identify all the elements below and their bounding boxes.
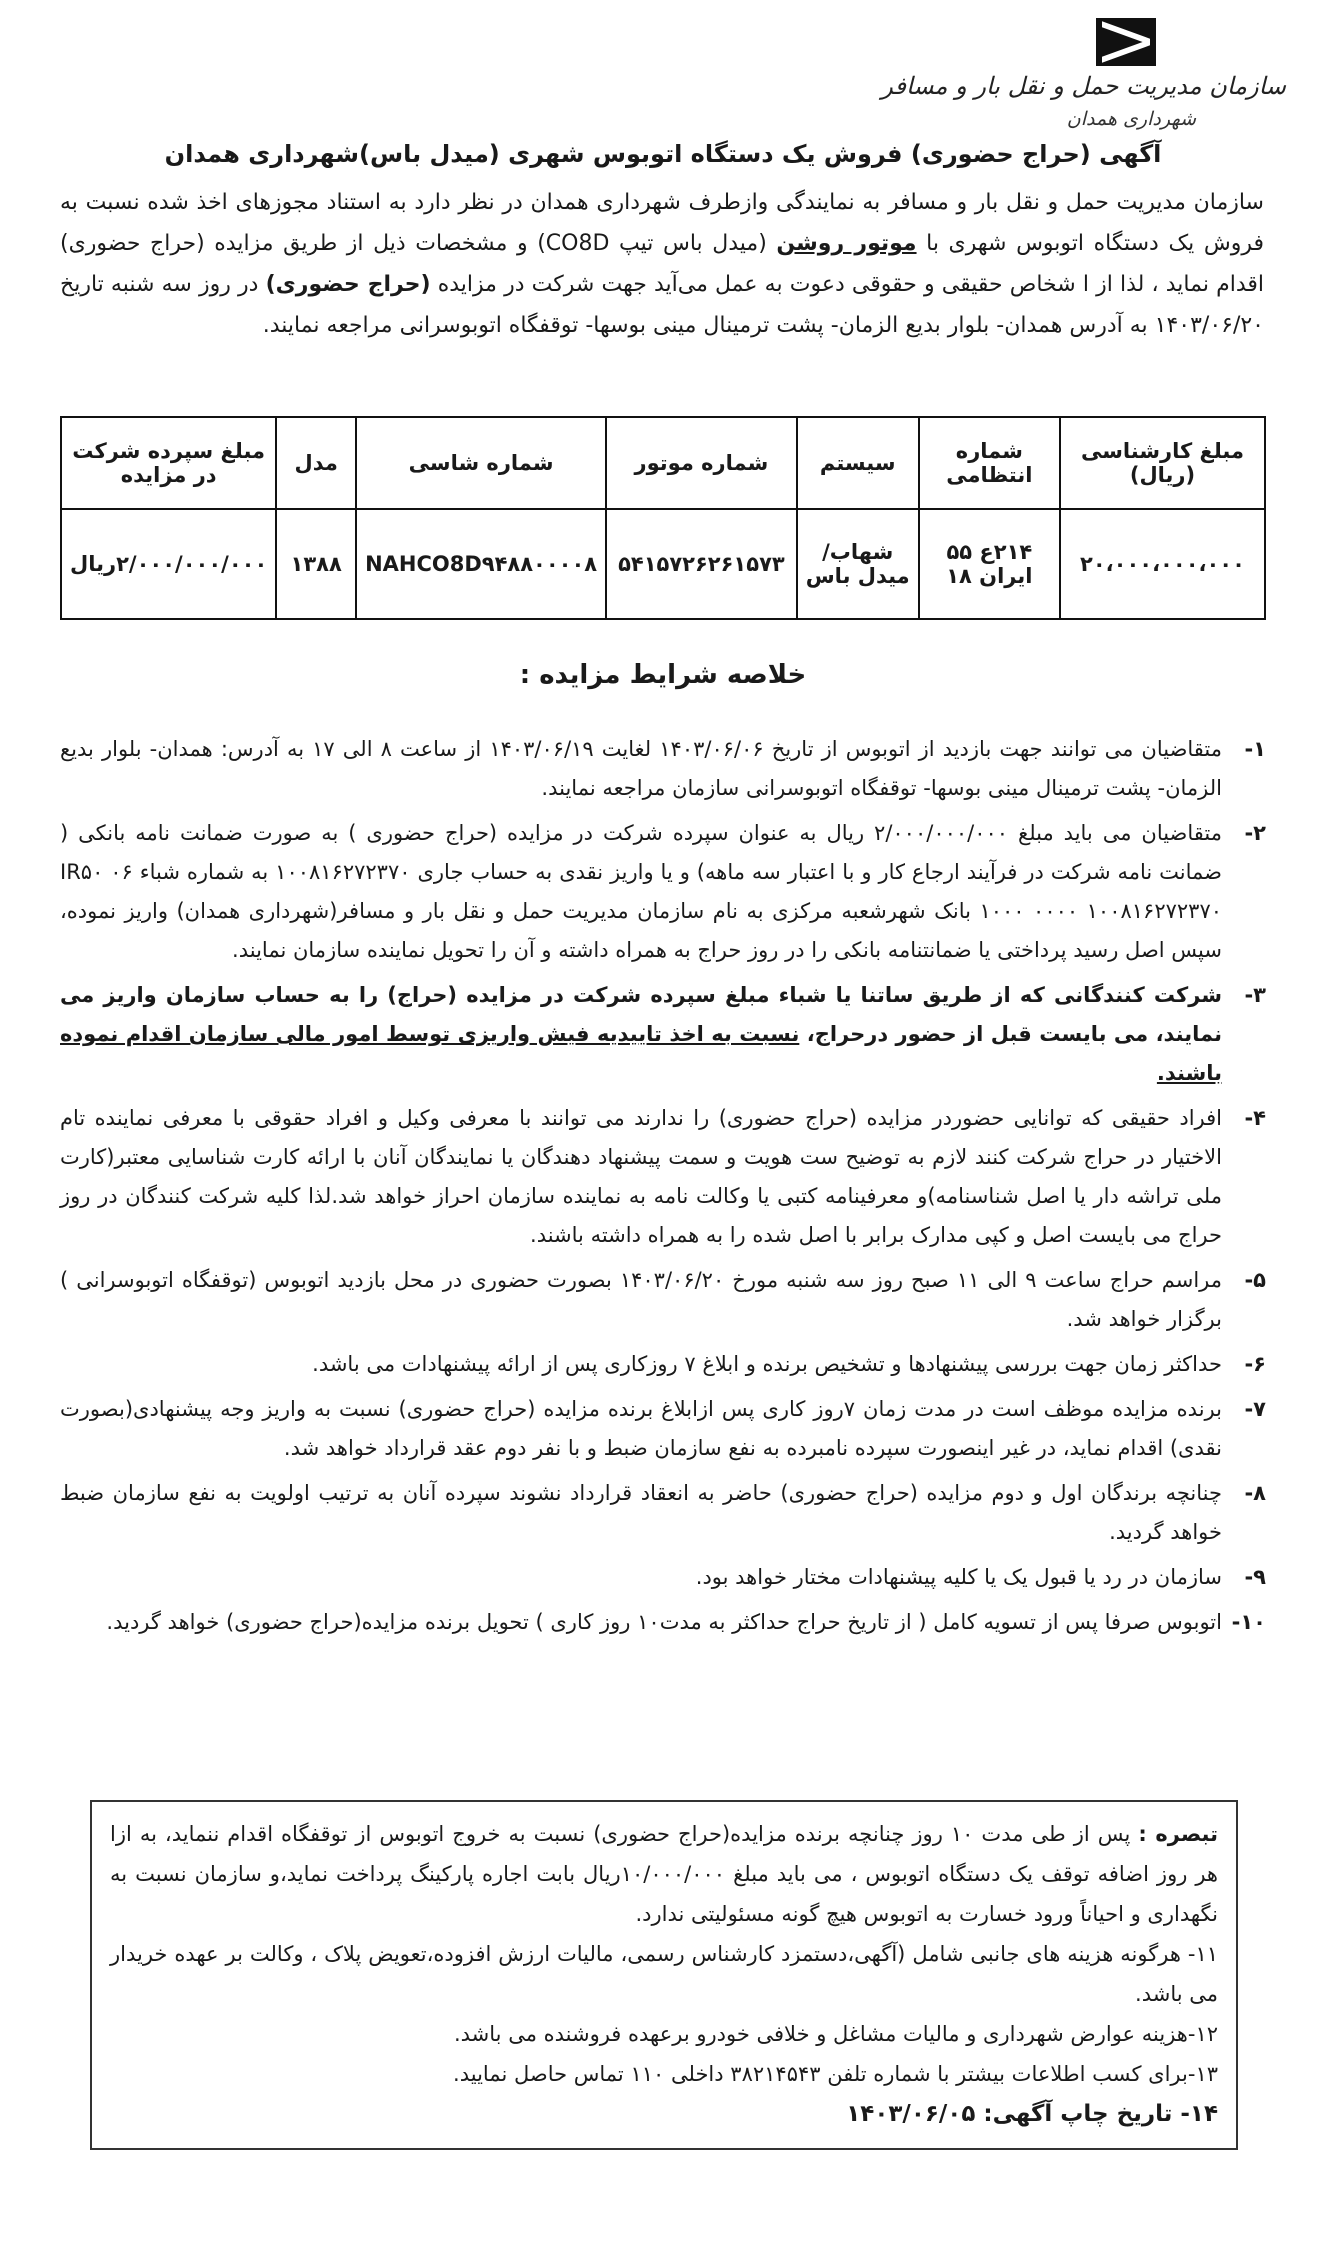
condition-item: [60, 976, 1266, 1093]
condition-item: [60, 730, 1266, 808]
header-appraisal: مبلغ کارشناسی (ریال): [1060, 417, 1265, 509]
header-plate: شماره انتظامی: [919, 417, 1060, 509]
condition-item: [60, 1390, 1266, 1468]
condition-text: حداکثر زمان جهت بررسی پیشنهادها و تشخیص برنده و ابلاغ ۷ روزکاری پس از ارائه پیشنهادات می باشد.: [312, 1352, 1222, 1376]
condition-item: [60, 1558, 1266, 1597]
header-engine-number: شماره موتور: [606, 417, 797, 509]
organization-logo: [1096, 18, 1156, 66]
table-header-row: [61, 417, 1265, 509]
cell-engine-number: ۵۴۱۵۷۲۶۲۶۱۵۷۳: [606, 509, 797, 619]
cell-appraisal: ۲۰،۰۰۰،۰۰۰،۰۰۰: [1060, 509, 1265, 619]
condition-number: ۳-: [1244, 983, 1266, 1007]
note-11: ۱۱- هرگونه هزینه های جانبی شامل (آگهی،دستمزد کارشناس رسمی، مالیات ارزش افزوده،تعویض پلاک ، وکالت بر عهده خریدار می باشد.: [110, 1942, 1218, 2006]
condition-number: ۷-: [1244, 1397, 1266, 1421]
condition-item: [60, 1099, 1266, 1255]
condition-number: ۸-: [1244, 1481, 1266, 1505]
cell-model: ۱۳۸۸: [276, 509, 356, 619]
condition-text: چنانچه برندگان اول و دوم مزایده (حراج حضوری) حاضر به انعقاد قرارداد نشوند سپرده آنان به ترتیب اولویت به نفع سازمان ضبط خواهد گردید.: [60, 1481, 1222, 1544]
note-tabsareh: [110, 1814, 1218, 1934]
header-chassis-number: شماره شاسی: [356, 417, 606, 509]
condition-number: ۱۰-: [1231, 1610, 1266, 1634]
note-13: ۱۳-برای کسب اطلاعات بیشتر با شماره تلفن ۳۸۲۱۴۵۴۳ داخلی ۱۱۰ تماس حاصل نمایید.: [453, 2062, 1218, 2086]
condition-item: [60, 1474, 1266, 1552]
condition-item: [60, 1261, 1266, 1339]
condition-text: مراسم حراج ساعت ۹ الی ۱۱ صبح روز سه شنبه مورخ ۱۴۰۳/۰۶/۲۰ بصورت حضوری در محل بازدید اتوبوس (توقفگاه اتوبوسرانی ) برگزار خواهد شد.: [60, 1268, 1222, 1331]
condition-number: ۱-: [1244, 737, 1266, 761]
note-text: پس از طی مدت ۱۰ روز چنانچه برنده مزایده(حراج حضوری) نسبت به خروج اتوبوس از توقفگاه اقدام ننماید، به ازا هر روز اضافه توقف یک دستگاه اتوبوس ، می باید مبلغ ۱۰/۰۰۰/۰۰۰ریال بابت اجاره پارکینگ پرداخت نماید،و سازمان نسبت به نگهداری و احیاناً ورود خسارت به اتوبوس هیچ گونه مسئولیتی ندارد.: [110, 1822, 1219, 1926]
cell-system: شهاب/میدل باس: [797, 509, 919, 619]
intro-text-2: (میدل باس تیپ CO8D) و مشخصات ذیل از طریق مزایده (حراج حضوری) اقدام نماید ، لذا از ا شخاص حقیقی و حقوقی دعوت به عمل می‌آید جهت شرکت در مزایده: [60, 231, 1264, 297]
conditions-title: خلاصه شرایط مزایده :: [519, 660, 807, 690]
intro-text-3: در روز سه شنبه تاریخ ۱۴۰۳/۰۶/۲۰ به آدرس همدان- بلوار بدیع الزمان- پشت ترمینال مینی بوسها- توقفگاه اتوبوسرانی مراجعه نمایند.: [60, 272, 1264, 338]
condition-text: متقاضیان می توانند جهت بازدید از اتوبوس از تاریخ ۱۴۰۳/۰۶/۰۶ لغایت ۱۴۰۳/۰۶/۱۹ از ساعت ۸ الی ۱۷ به آدرس: همدان- بلوار بدیع الزمان- پشت ترمینال مینی بوسها- توقفگاه اتوبوسرانی سازمان مراجعه نمایند.: [60, 737, 1223, 800]
condition-text: برنده مزایده موظف است در مدت زمان ۷روز کاری پس ازابلاغ برنده مزایده (حراج حضوری) نسبت به واریز وجه پیشنهادی(بصورت نقدی) اقدام نماید، در غیر اینصورت سپرده نامبرده به نفع سازمان ضبط و با نفر دوم عقد قرارداد خواهد شد.: [60, 1397, 1222, 1460]
cell-deposit: ۲/۰۰۰/۰۰۰/۰۰۰ریال: [61, 509, 276, 619]
municipality-name: شهرداری همدان: [1066, 108, 1196, 130]
cell-chassis-number: NAHCO8D۹۴۸۸۰۰۰۰۸: [356, 509, 606, 619]
condition-item: [60, 1603, 1266, 1642]
conditions-list: [60, 730, 1266, 1648]
intro-paragraph: [60, 182, 1264, 346]
condition-number: ۹-: [1244, 1565, 1266, 1589]
intro-engine: موتور روشن: [776, 231, 917, 256]
notes-box: [90, 1800, 1238, 2150]
condition-text: سازمان در رد یا قبول یک یا کلیه پیشنهادات مختار خواهد بود.: [695, 1565, 1222, 1589]
intro-text-1: سازمان مدیریت حمل و نقل بار و مسافر به نمایندگی وازطرف شهرداری همدان در نظر دارد به استناد مجوزهای اخذ شده نسبت به فروش یک دستگاه اتوبوس شهری با: [60, 190, 1264, 256]
header-system: سیستم: [797, 417, 919, 509]
condition-emphasis: از طریق ساتنا یا شباء: [778, 983, 1011, 1007]
table-row: [61, 509, 1265, 619]
condition-number: ۴-: [1244, 1106, 1266, 1130]
cell-plate: ۲۱۴ع ۵۵ ایران ۱۸: [919, 509, 1060, 619]
condition-text: افراد حقیقی که توانایی حضوردر مزایده (حراج حضوری) را ندارند می توانند با معرفی وکیل و افراد حقوقی با معرفی نماینده تام الاختیار در حراج شرکت کنند لازم به توضیح ست هویت و سمت پیشنهاد دهندگان یا نمایندگان آنان با ارائه کارت شناسایی معتبر(کارت ملی تراشه دار یا اصل شناسنامه)و معرفینامه کتبی یا وکالت نامه به نماینده سازمان احراز خواهد شد.لذا کلیه شرکت کنندگان در روز حراج می بایست اصل و کپی مدارک برابر با اصل شده را به همراه داشته باشند.: [60, 1106, 1222, 1247]
vehicle-spec-table: [60, 416, 1266, 620]
header-model: مدل: [276, 417, 356, 509]
note-lead: تبصره :: [1138, 1822, 1218, 1846]
condition-number: ۶-: [1244, 1352, 1266, 1376]
print-date: ۱۴- تاریخ چاپ آگهی: ۱۴۰۳/۰۶/۰۵: [846, 2101, 1218, 2127]
condition-item: [60, 814, 1266, 970]
note-12: ۱۲-هزینه عوارض شهرداری و مالیات مشاغل و خلافی خودرو برعهده فروشنده می باشد.: [453, 2022, 1218, 2046]
condition-text: شرکت کنندگانی که: [1019, 983, 1222, 1007]
condition-text: اتوبوس صرفا پس از تسویه کامل ( از تاریخ حراج حداکثر به مدت۱۰ روز کاری ) تحویل برنده مزایده(حراج حضوری) خواهد گردید.: [106, 1610, 1222, 1634]
condition-text: متقاضیان می باید مبلغ ۲/۰۰۰/۰۰۰/۰۰۰ ریال به عنوان سپرده شرکت در مزایده (حراج حضوری ) به صورت ضمانت نامه بانکی ( ضمانت نامه شرکت در فرآیند ارجاع کار و با اعتبار سه ماهه) و یا واریز نقدی به حساب جاری ۱۰۰۸۱۶۲۷۲۳۷۰ به شماره شباء IR۵۰ ۰۶ ۱۰۰۰ ۰۰۰۰ ۱۰۰۸۱۶۲۷۲۳۷۰ بانک شهرشعبه مرکزی به نام سازمان مدیریت حمل و نقل بار و مسافر(شهرداری همدان) واریز نموده، سپس اصل رسید پرداختی یا ضمانتنامه بانکی را در روز حراج به همراه داشته و آن را تحویل نماینده سازمان نمایند.: [60, 821, 1223, 962]
notice-title: آگهی (حراج حضوری) فروش یک دستگاه اتوبوس شهری (میدل باس)شهرداری همدان: [164, 140, 1162, 168]
header-deposit: مبلغ سپرده شرکت در مزایده: [61, 417, 276, 509]
condition-item: [60, 1345, 1266, 1384]
intro-auction: (حراج حضوری): [265, 272, 431, 297]
condition-emphasis: نسبت به اخذ تاییدیه فیش واریزی توسط امور مالی سازمان اقدام نموده باشند.: [60, 1022, 1222, 1085]
organization-name: سازمان مدیریت حمل و نقل بار و مسافر: [881, 72, 1286, 100]
condition-number: ۲-: [1244, 821, 1266, 845]
condition-number: ۵-: [1244, 1268, 1266, 1292]
condition-text: مبلغ سپرده شرکت در مزایده (حراج) را به حساب سازمان واریز می نمایند، می بایست قبل از حضور درحراج،: [60, 983, 1222, 1046]
